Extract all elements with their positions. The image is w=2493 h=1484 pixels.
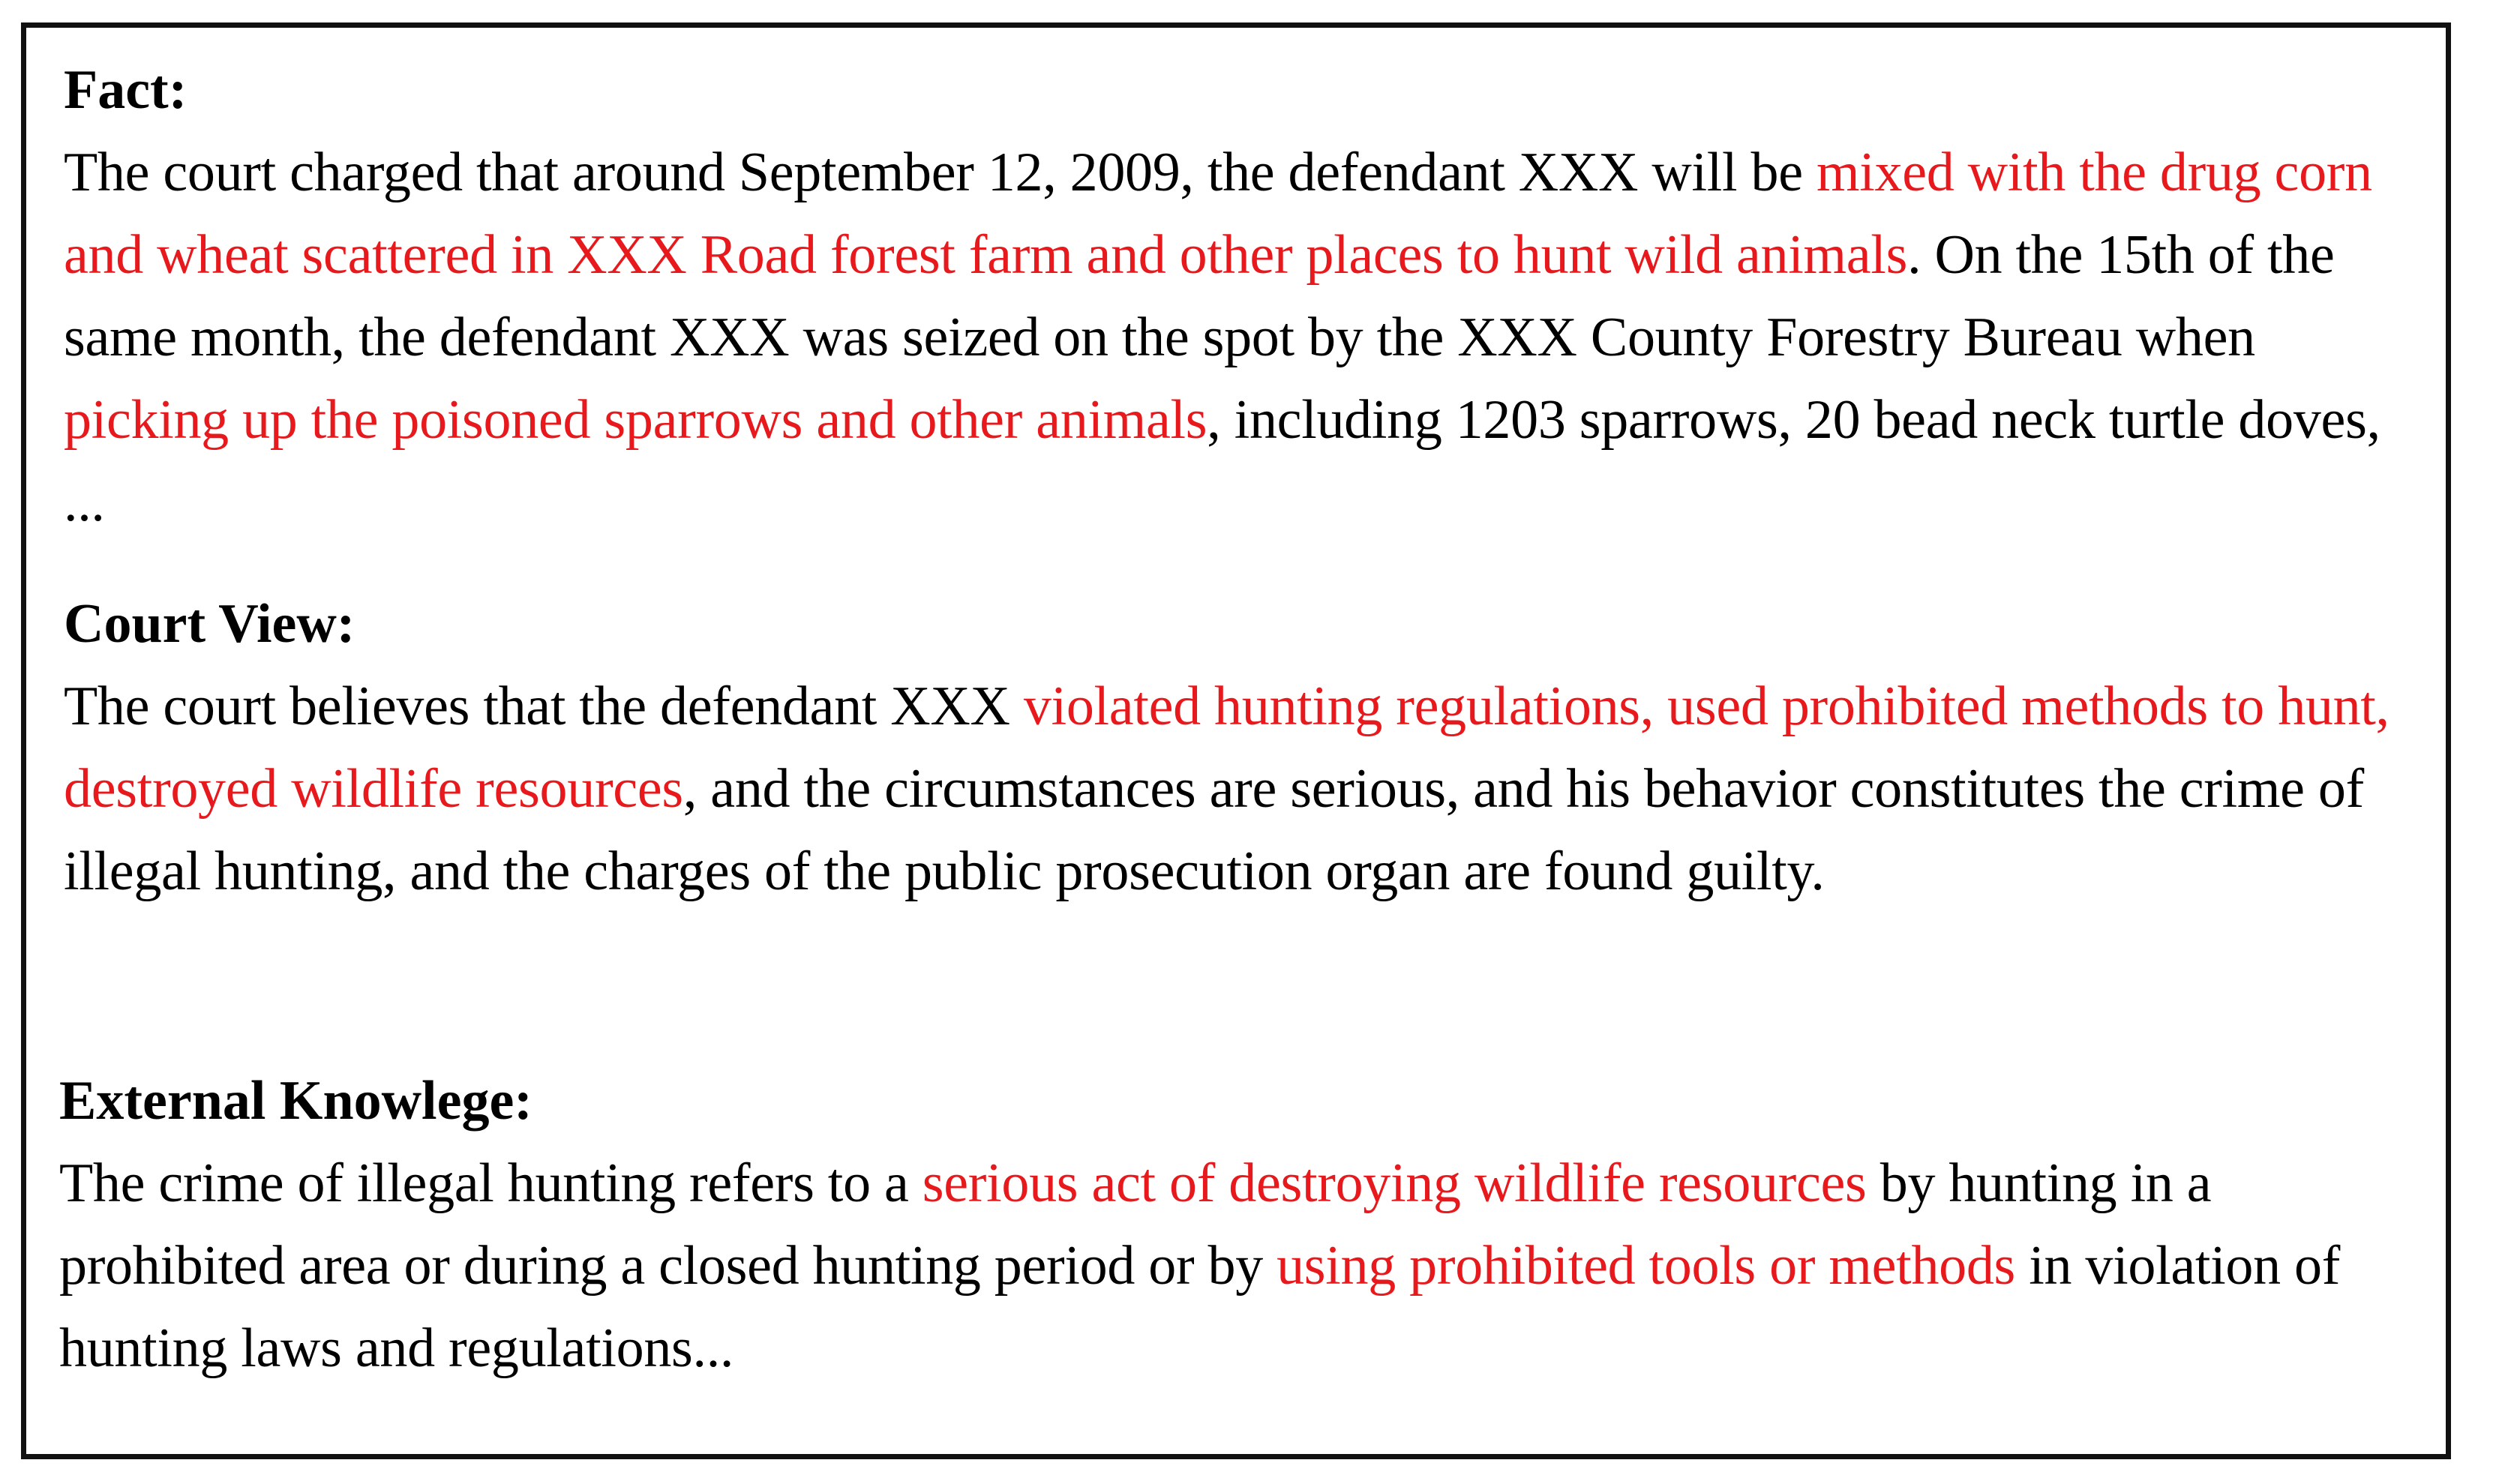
external-knowledge-text-segment: The crime of illegal hunting refers to a: [59, 1153, 922, 1214]
fact-section: [64, 49, 2401, 544]
external-knowledge-heading: External Knowlege:: [59, 1070, 532, 1132]
court-view-heading: Court View:: [64, 593, 356, 655]
fact-text-segment: . On the 15th of the same month, the defendant XXX was seized on the spot by the XXX County Forestry Bureau when: [64, 224, 2335, 368]
document-frame: [21, 22, 2451, 1459]
court-view-text-segment: The court believes that the defendant XXX: [64, 676, 1024, 737]
external-knowledge-text-segment: in violation of hunting laws and regulations...: [59, 1235, 2341, 1379]
external-knowledge-text-segment: by hunting in a prohibited area or during a closed hunting period or by: [59, 1153, 2212, 1297]
court-view-highlight-segment: violated hunting regulations, used prohibited methods to hunt, destroyed wildlife resources: [64, 676, 2390, 820]
external-knowledge-highlight-segment: using prohibited tools or methods: [1276, 1235, 2016, 1297]
court-view-text-segment: , and the circumstances are serious, and his behavior constitutes the crime of illegal hunting, and the charges of the public prosecution organ are found guilty.: [64, 758, 2364, 902]
court-view-section: [64, 583, 2401, 913]
court-view-paragraph: [64, 665, 2401, 913]
fact-heading: Fact:: [64, 59, 188, 121]
fact-text-segment: The court charged that around September 12, 2009, the defendant XXX will be: [64, 142, 1816, 203]
fact-paragraph: [64, 131, 2401, 544]
external-knowledge-paragraph: [59, 1142, 2401, 1390]
fact-highlight-segment: picking up the poisoned sparrows and other animals: [64, 389, 1208, 451]
fact-highlight-segment: mixed with the drug corn and wheat scattered in XXX Road forest farm and other places to hunt wild animals: [64, 142, 2372, 286]
external-knowledge-section: [59, 1060, 2401, 1390]
external-knowledge-highlight-segment: serious act of destroying wildlife resources: [922, 1153, 1867, 1214]
fact-text-segment: , including 1203 sparrows, 20 bead neck turtle doves, ...: [64, 389, 2380, 533]
